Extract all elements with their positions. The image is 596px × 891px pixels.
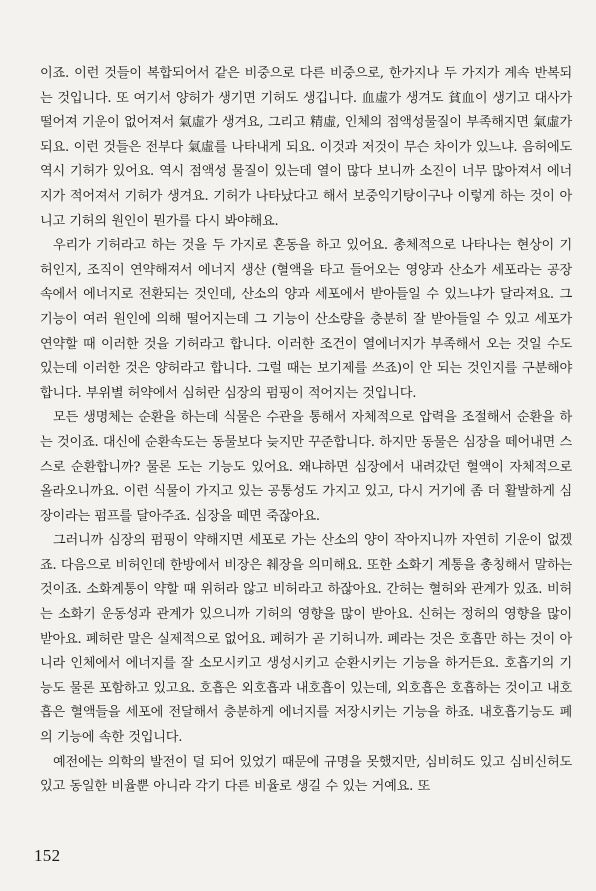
paragraph-1: 이죠. 이런 것들이 복합되어서 같은 비중으로 다른 비중으로, 한가지나 두 가지가 계속 반복되는 것입니다. 또 여기서 양허가 생기면 기허도 생깁니다. 血虛가 생겨도 貧血이 생기고 대사가 떨어져 기운이 없어져서 氣虛가 생겨요, 그리고 精虛, 인체의 점액성물질이 부족해지면 氣虛가 되요. 이런 것들은 전부다 氣虛를 나타내게 되요. 이것과 저것이 무슨 차이가 있느냐. 음허에도 역시 기허가 있어요. 역시 점액성 물질이 있는데 열이 많다 보니까 소진이 너무 많아져서 에너지가 적어져서 기허가 생겨요. 기허가 나타났다고 해서 보중익기탕이구나 이렇게 하는 것이 아니고 기허의 원인이 뭔가를 다시 봐야해요. <box>40 66 572 229</box>
paragraph-2: 우리가 기허라고 하는 것을 두 가지로 혼동을 하고 있어요. 총체적으로 나타나는 현상이 기허인지, 조직이 연약해져서 에너지 생산 (혈액을 타고 들어오는 영양과 산소가 세포라는 공장 속에서 에너지로 전환되는 것인데, 산소의 양과 세포에서 받아들일 수 있느냐가 달라져요. 그 기능이 여러 원인에 의해 떨어지는데 그 기능이 산소량을 충분히 잘 받아들일 수 있고 세포가 연약할 때 이러한 것을 기허라고 합니다. 이러한 조건이 열에너지가 부족해서 오는 것일 수도 있는데 이러한 것은 양허라고 합니다. 그럴 때는 보기제를 쓰죠)이 안 되는 것인지를 구분해야 합니다. 부위별 허약에서 심허란 심장의 펌핑이 적어지는 것입니다. <box>40 238 572 401</box>
paragraph-3: 모든 생명체는 순환을 하는데 식물은 수관을 통해서 자체적으로 압력을 조절해서 순환을 하는 것이죠. 대신에 순환속도는 동물보다 늦지만 꾸준합니다. 하지만 동물은 심장을 떼어내면 스스로 순환합니까? 물론 도는 기능도 있어요. 왜냐하면 심장에서 내려갔던 혈액이 자체적으로 올라오니까요. 이런 식물이 가지고 있는 공통성도 가지고 있고, 다시 거기에 좀 더 활발하게 심장이라는 펌프를 달아주죠. 심장을 떼면 죽잖아요. <box>40 410 572 524</box>
paragraph-4: 그러니까 심장의 펌핑이 약해지면 세포로 가는 산소의 양이 작아지니까 자연히 기운이 없겠죠. 다음으로 비허인데 한방에서 비장은 췌장을 의미해요. 또한 소화기 계통을 총칭해서 말하는 것이죠. 소화계통이 약할 때 위허라 않고 비허라고 하잖아요. 간허는 혈허와 관계가 있죠. 비허는 소화기 운동성과 관계가 있으니까 기허의 영향을 많이 받아요. 신허는 정허의 영향을 많이 받아요. 폐허란 말은 실제적으로 없어요. 폐허가 곧 기허니까. 폐라는 것은 호흡만 하는 것이 아니라 인체에서 에너지를 잘 소모시키고 생성시키고 순환시키는 기능을 하거든요. 호흡기의 기능도 물론 포함하고 있고요. 호흡은 외호흡과 내호흡이 있는데, 외호흡은 호흡하는 것이고 내호흡은 혈액들을 세포에 전달해서 충분하게 에너지를 저장시키는 기능을 하죠. 내호흡기능도 폐의 기능에 속한 것입니다. <box>40 533 572 746</box>
page-number: 152 <box>34 846 61 865</box>
body-text <box>40 62 572 800</box>
paragraph-5: 예전에는 의학의 발전이 덜 되어 있었기 때문에 규명을 못했지만, 심비허도 있고 심비신허도 있고 동일한 비율뿐 아니라 각기 다른 비율로 생길 수 있는 거예요. 또 <box>40 754 572 795</box>
